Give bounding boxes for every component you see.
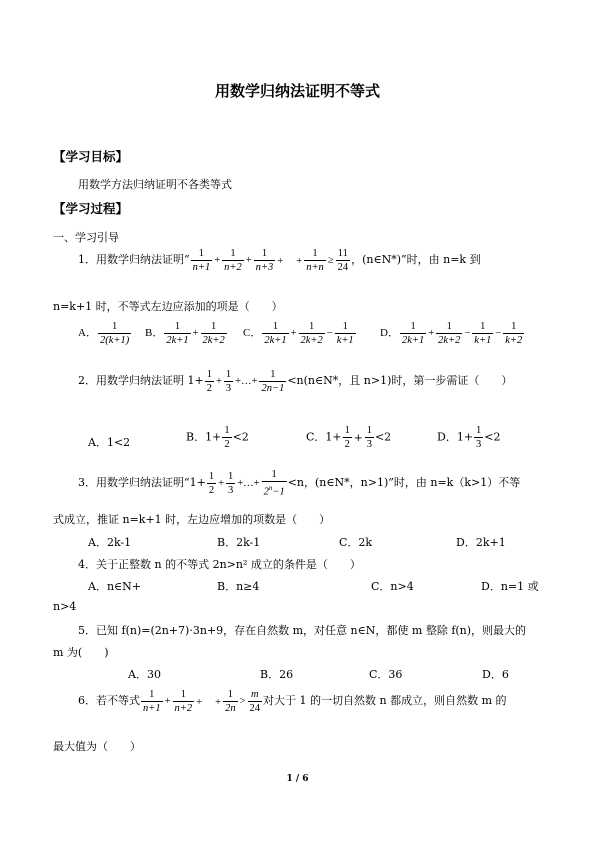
q3-prefix: 3．用数学归纳法证明“1+ [78,475,206,489]
q5-option-c: C．36 [369,668,403,681]
q6-prefix: 6．若不等式 [78,694,140,708]
q4-option-a: A．n∈N+ [88,580,142,593]
q1-options: A． $\frac{1}{2(k+1)}$ [78,321,130,346]
q2-option-d-post: <2 [484,430,501,444]
q1-option-d-label: D． [380,327,399,340]
q1-option-c-label: C． [243,327,262,340]
q2-option-b-pre: B．1+ [186,430,222,444]
q2-option-b: B．1+ $\frac{1}{2}$ <2 [186,425,249,450]
q6-formula: $\frac{1}{n+1}$ + $\frac{1}{n+2}$ + + $\frac{1}{2n}$ > $\frac{m}{24}$ [143,689,260,714]
q2-prefix: 2．用数学归纳法证明 1+ [78,374,204,388]
q3-line2: 式成立，推证 n=k+1 时，左边应增加的项数是（ ） [53,513,331,526]
q1-option-b: B． $\frac{1}{2k+1}$ + $\frac{1}{2k+2}$ [145,321,225,346]
question-4: 4．关于正整数 n 的不等式 2n>n² 成立的条件是（ ） [78,558,361,571]
q1-option-b-label: B． [145,327,164,340]
question-6 [78,688,507,715]
q5-line2: m 为( ) [53,646,109,659]
q6-line2: 最大值为（ ） [53,740,141,753]
q1-option-c: C． $\frac{1}{2k+1}$ + $\frac{1}{2k+2}$ − $\frac{1}{k+1}$ [243,321,354,346]
q1-suffix: ，(n∈N*)”时，由 n=k 到 [351,253,481,267]
question-1 [78,247,481,274]
q3-option-a: A．2k-1 [88,536,132,549]
q3-option-b: B．2k-1 [217,536,261,549]
q1-formula: $\frac{1}{n+1}$ + $\frac{1}{n+2}$ + $\frac{1}{n+3}$ + + $\frac{1}{n+n}$ ≥ $\frac{11}{24}$ [192,248,349,273]
q3-formula: $\frac{1}{2}$ + $\frac{1}{3}$ +…+ $\frac{1}{2^n-1}$ [208,469,285,498]
q2-option-d-pre: D．1+ [437,430,474,444]
q3-option-d: D．2k+1 [456,536,506,549]
q1-option-a-label: A． [78,327,97,340]
q5-option-d: D．6 [482,668,509,681]
q4-option-c: C．n>4 [371,580,414,593]
q2-suffix: <n(n∈N*，且 n>1)时，第一步需证（ ） [287,374,513,388]
q5-option-b: B．26 [260,668,294,681]
q3-suffix: <n，(n∈N*，n>1)”时，由 n=k（k>1）不等 [287,475,521,489]
section-process-heading: 【学习过程】 [53,201,129,216]
q2-formula: $\frac{1}{2}$ + $\frac{1}{3}$ +…+ $\frac{1}{2n-1}$ [206,369,285,394]
q2-option-c: C．1+ $\frac{1}{2}$ + $\frac{1}{3}$ <2 [306,425,392,450]
question-2 [78,368,512,395]
q5-option-a: A．30 [128,668,161,681]
section-goal-heading: 【学习目标】 [53,149,129,164]
goal-text: 用数学方法归纳证明不各类等式 [78,178,232,191]
q2-option-c-post: <2 [374,430,392,444]
q4-line2: n>4 [53,600,77,613]
q2-option-a: A．1<2 [88,436,131,449]
q4-option-b: B．n≥4 [217,580,260,593]
q2-option-d: D．1+ $\frac{1}{3}$ <2 [437,425,501,450]
question-3 [78,468,520,499]
q1-prefix: 1．用数学归纳法证明“ [78,253,190,267]
q1-option-d: D． $\frac{1}{2k+1}$ + $\frac{1}{2k+2}$ − $\frac{1}{k+1}$ − $\frac{1}{k+2}$ [380,321,523,346]
q2-option-b-post: <2 [232,430,249,444]
q3-option-c: C．2k [339,536,373,549]
question-5: 5．已知 f(n)=(2n+7)·3n+9，存在自然数 m，对任意 n∈N，都使 m 整除 f(n)，则最大的 [78,624,527,637]
q1-line2: n=k+1 时，不等式左边应添加的项是（ ） [53,300,283,313]
q4-option-d: D．n=1 或 [481,580,539,593]
page-title: 用数学归纳法证明不等式 [214,82,380,100]
part-one-heading: 一、学习引导 [53,231,119,244]
page-number: 1 / 6 [286,774,309,784]
q6-suffix: 对大于 1 的一切自然数 n 都成立，则自然数 m 的 [263,694,507,708]
q2-option-c-pre: C．1+ [306,430,342,444]
